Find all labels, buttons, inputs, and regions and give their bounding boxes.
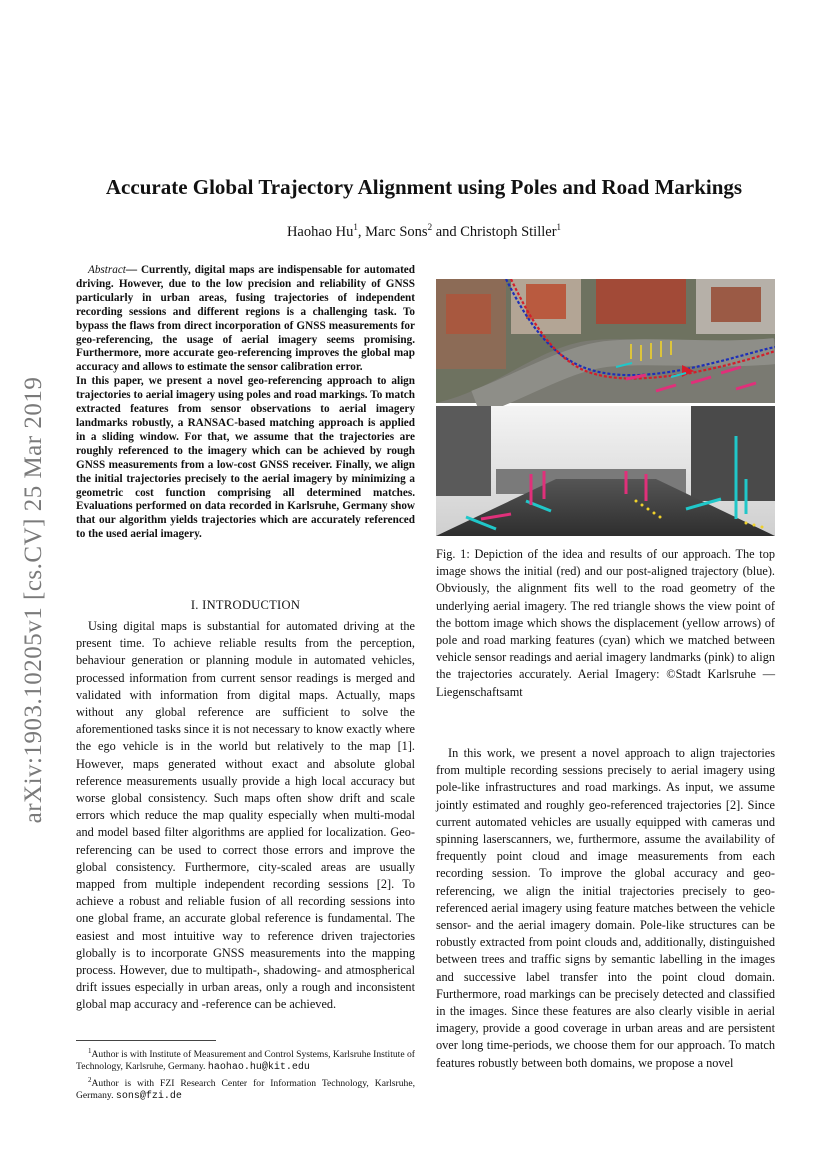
author-name: Christoph Stiller (460, 223, 557, 240)
introduction-body (76, 618, 415, 1014)
body-paragraph: Using digital maps is substantial for automated driving at the present time. To achieve reliable results from the perception, behaviour generation or planning module in automated vehicles, processed information from current sensor readings is merged and validated with information from digital maps. Actually, maps without any global reference are sufficient to solve the aforementioned tasks since it is not necessary to know exactly where the ego vehicle is in the world but relatively to the map [1]. However, maps generated without exact and absolute global reference measurements usually provide a high local accuracy but worse global consistency. Such maps often show drift and scale errors which reduce the map quality especially when multi-modal and model based filter algorithms are applied for localization. Geo-referencing can be used to correct those errors and improve the global consistency. Furthermore, city-scaled areas are usually mapped from multiple independent recording sessions [2]. To achieve a robust and reliable fusion of all recording sessions into one global frame, an accurate global reference is fundamental. The easiest and most intuitive way to reference driven trajectories globally is to incorporate GNSS measurements into the mapping process. However, due to multipath-, shadowing- and atmospherical drift issues especially in urban areas, only a rough and inconsistent global map accuracy and -reference can be achieved. (76, 619, 415, 1012)
abstract-paragraph: In this paper, we present a novel geo-referencing approach to align trajectories to aerial imagery using poles and road markings. To match extracted features from sensor observations to aerial imagery landmarks robustly, a RANSAC-based matching approach is applied in a sliding window. For that, we assume that the trajectories are roughly referenced to the imagery which can be achieved by rough GNSS measurements from a low-cost GNSS receiver. Finally, we align the initial trajectories precisely to the aerial imagery by minimizing a geometric cost function comprising all determined matches. Evaluations performed on data recorded in Karlsruhe, Germany show that our algorithm yields trajectories which are accurately referenced to the used aerial imagery. (76, 375, 415, 541)
author-separator: , (357, 223, 366, 240)
author-line (60, 222, 788, 241)
figure-1 (436, 279, 775, 536)
footnote (76, 1045, 415, 1074)
footnote-rule (76, 1040, 216, 1041)
right-column-body (436, 745, 775, 1072)
abstract-text: — Currently, digital maps are indispensable for automated driving. However, due to the low precision and reliability of GNSS particularly in urban areas, fusing trajectories of independent recording sessions and different regions is a challenging task. To bypass the flaws from direct incorporation of GNSS measurements for geo-referencing, the usage of aerial imagery seems promising. Furthermore, more accurate geo-referencing improves the global map accuracy and allows to estimate the sensor calibration error. (76, 264, 415, 374)
affiliation-mark: 2 (427, 222, 433, 232)
footnote-text: Author is with FZI Research Center for Information Technology, Karlsruhe, Germany. (76, 1078, 415, 1102)
arxiv-side-label (14, 350, 54, 850)
footnote-email: sons@fzi.de (115, 1091, 182, 1103)
author-name: Marc Sons (365, 223, 428, 240)
paper-title: Accurate Global Trajectory Alignment using Poles and Road Markings (105, 175, 743, 199)
arxiv-identifier: arXiv:1903.10205v1 [cs.CV] 25 Mar 2019 (20, 376, 47, 824)
section-heading: I. INTRODUCTION (190, 598, 301, 612)
abstract-paragraph (76, 264, 415, 375)
footnote-email: haohao.hu@kit.edu (207, 1062, 310, 1074)
affiliation-mark: 1 (353, 222, 358, 232)
author-separator: and (432, 223, 461, 240)
footnote (76, 1074, 415, 1103)
footnotes (76, 1045, 415, 1103)
footnote-mark: 2 (88, 1076, 92, 1085)
footnote-text: Author is with Institute of Measurement and Control Systems, Karlsruhe Institute of Technology, Karlsruhe, Germany. (76, 1049, 415, 1073)
author-name: Haohao Hu (286, 223, 354, 240)
figure-caption: Fig. 1: Depiction of the idea and results of our approach. The top image shows the initial (red) and our post-aligned trajectory (blue). Obviously, the alignment fits well to the road geometry of the underlying aerial imagery. The red triangle shows the view point of the bottom image which shows the displacement (yellow arrows) of pole and road marking features (cyan) which we matched between vehicle sensor readings and aerial imagery landmarks (pink) to align the trajectories accurately. Aerial Imagery: ©Stadt Karlsruhe — Liegenschaftsamt (436, 547, 775, 699)
abstract (76, 264, 415, 542)
body-paragraph: In this work, we present a novel approach to align trajectories from multiple recording sessions precisely to aerial imagery using pole-like infrastructures and road markings. As input, we assume jointly estimated and roughly geo-referenced trajectories [2]. Since current automated vehicles are usually equipped with cameras und spinning laserscanners, we, furthermore, assume the availability of frequently point cloud and image measurements from each recording session. To improve the global accuracy and geo-referencing, we align the initial trajectories precisely to geo-referenced aerial imagery using feature matches between the vehicle sensor- and the aerial imagery domain. Pole-like structures can be robustly extracted from point clouds and, additionally, distinguished between trees and traffic signs by semantic labelling in the images and successive label transfer into the point cloud domain. Furthermore, road markings can be precisely detected and classified in the images. Since these features are also clearly visible in aerial imagery, provide a good coverage in urban areas and are persistent over long time-periods, we choose them for our approach. To match features robustly between both domains, we propose a novel (436, 746, 775, 1070)
footnote-mark: 1 (88, 1047, 92, 1055)
affiliation-mark: 1 (556, 222, 562, 232)
abstract-label: Abstract (88, 264, 126, 276)
aerial-image (436, 279, 775, 403)
street-image (436, 406, 775, 536)
